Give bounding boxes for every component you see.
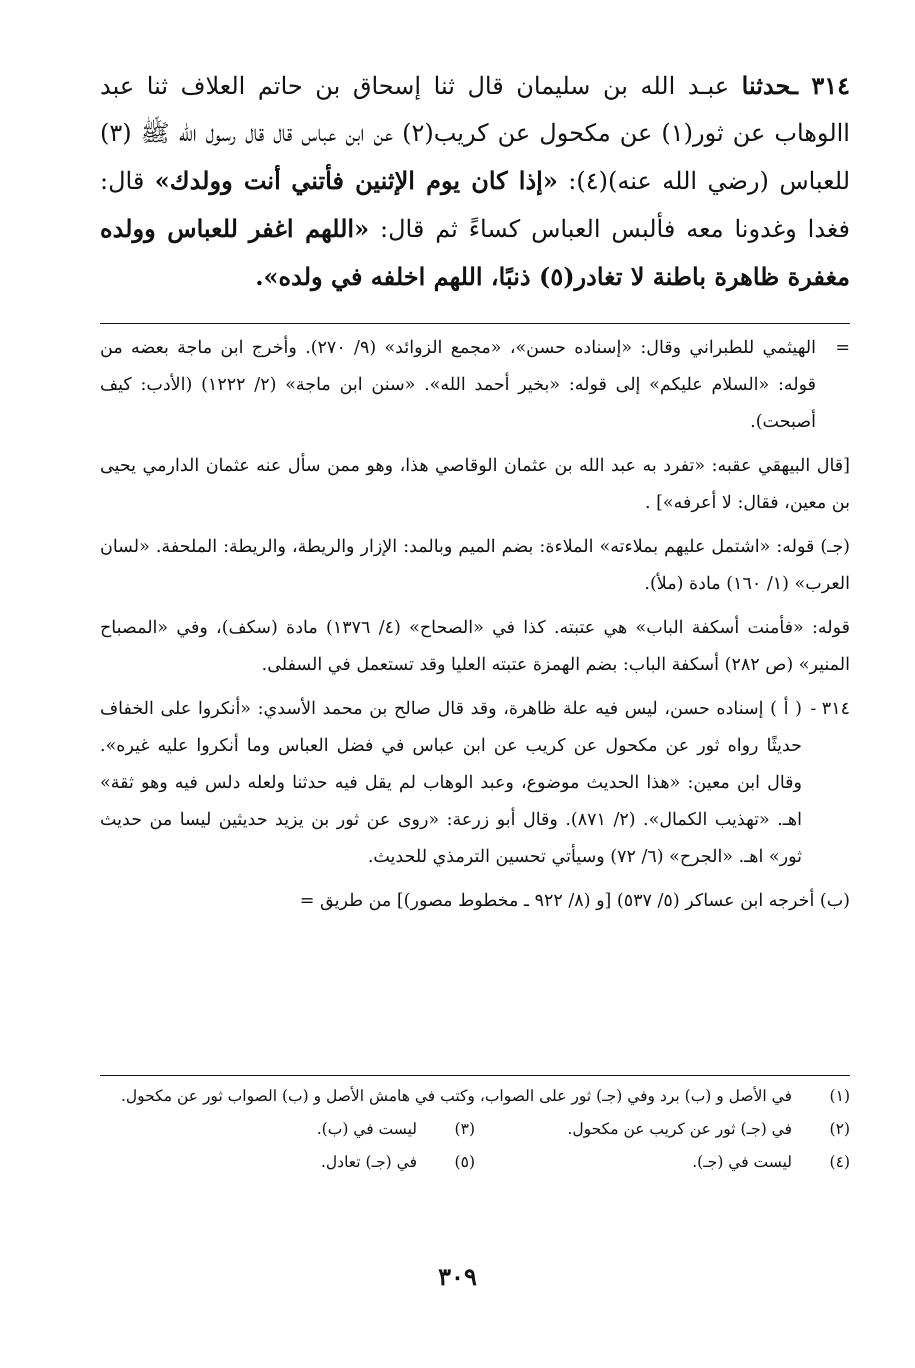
commentary-para-4: قوله: «فأمنت أسكفة الباب» هي عتبته. كذا في «الصحاح» (٤/ ١٣٧٦) مادة (سكف)، وفي «المصباح المنير» (ص ٢٨٢) أسكفة الباب: بضم الهمزة عتبته العليا وقد تستعمل في السفلى. xyxy=(100,618,851,675)
commentary xyxy=(100,330,850,927)
footnote-number: (٣) xyxy=(454,1120,475,1138)
page-number: ٣٠٩ xyxy=(438,1262,477,1291)
hadith-text xyxy=(100,62,850,301)
text-divider xyxy=(100,323,850,324)
hadith-line-2: عبد االوهاب عن ثور(١) عن مكحول عن كريب(٢) عن ابن عباس قال قال xyxy=(100,72,850,147)
footnote xyxy=(100,1146,475,1179)
footnote-number: (١) xyxy=(829,1087,850,1105)
footnote-text: ليست في (ب). xyxy=(316,1120,417,1138)
hadith-line-3a: رسول الله ﷺ (٣) للعباس (رضي الله عنه)(٤): xyxy=(100,119,851,195)
footnote xyxy=(100,1080,850,1113)
footnote-text: في الأصل و (ب) برد وفي (جـ) ثور على الصواب، وكتب في هامش الأصل و (ب) الصواب ثور عن مكحول. xyxy=(120,1087,792,1105)
commentary-para-5 xyxy=(100,691,850,876)
hadith-line-3b: «إذا كان يوم الإثنين فأتني xyxy=(291,166,558,195)
footnote xyxy=(475,1113,850,1146)
hadith-line-5: للعباس وولده مغفرة ظاهرة باطنة لا تغادر(٥) ذنبًا، اللهم اخلفه في ولده». xyxy=(100,214,850,291)
footnote-row xyxy=(100,1113,850,1146)
hadith-line xyxy=(100,62,850,301)
commentary-para-2: [قال البيهقي عقبه: «تفرد به عبد الله بن عثمان الوقاصي هذا، وهو ممن سأل عنه عثمان الدارمي يحيى بن معين، فقال: لا أعرفه»] . xyxy=(100,456,850,513)
footnote-text: ليست في (جـ). xyxy=(692,1153,792,1171)
footnote xyxy=(475,1146,850,1179)
commentary-number: ٣١٤ - xyxy=(810,699,850,719)
footnote xyxy=(100,1113,475,1146)
commentary-para-6: (ب) أخرجه ابن عساكر (٥/ ٥٣٧) [و (٨/ ٩٢٢ ـ مخطوط مصور)] من طريق = xyxy=(299,891,850,911)
footnote-number: (٢) xyxy=(829,1120,850,1138)
footnote-number: (٥) xyxy=(454,1153,475,1171)
hadith-line-1: عبـد الله بن سليمان قال ثنا إسحاق بن حاتم العلاف ثنا xyxy=(146,72,730,100)
footnote-text: في (جـ) ثور عن كريب عن مكحول. xyxy=(567,1120,792,1138)
commentary-para-3: (جـ) قوله: «اشتمل عليهم بملاءته» الملاءة: بضم الميم وبالمد: الإزار والريطة، والريطة: الملحفة. «لسان العرب» (١/ ١٦٠) مادة (ملأ). xyxy=(100,537,850,594)
footnote-divider xyxy=(100,1075,850,1076)
commentary-para-1 xyxy=(100,330,850,441)
continuation-mark: = xyxy=(835,338,850,358)
footnote-row xyxy=(100,1146,850,1179)
hadith-number: ٣١٤ ـ xyxy=(790,71,850,100)
commentary-para-5-text: ( أ ) إسناده حسن، ليس فيه علة ظاهرة، وقد قال صالح بن محمد الأسدي: «أنكروا على الخفاف حديثًا رواه ثور عن مكحول عن كريب عن ابن عباس في فضل العباس وما أنكروا عليه غيره». وقال ابن معين: «هذا الحديث موضوع، وعبد الوهاب لم يقل فيه حدثنا ولعله دلس فيه وهو ثقة» اهـ. «تهذيب الكمال». (٢/ ٨٧١). وقال أبو زرعة: «روى عن ثور بن يزيد حديثين ليسا من حديث ثور» اهـ. «الجرح» (٦/ ٧٢) وسيأتي تحسين الترمذي للحديث. xyxy=(100,699,802,867)
footnotes xyxy=(100,1080,850,1179)
hadith-lead: حدثنا xyxy=(741,71,791,100)
hadith-line-4c: «اللهم اغفر xyxy=(248,214,370,243)
footnote-number: (٤) xyxy=(829,1153,850,1171)
commentary-para-1-text: الهيثمي للطبراني وقال: «إسناده حسن»، «مجمع الزوائد» (٩/ ٢٧٠). وأخرج ابن ماجة بعضه من قوله: «السلام عليكم» إلى قوله: «بخير أحمد الله». «سنن ابن ماجة» (٢/ ١٢٢٢) (الأدب: كيف أصبحت). xyxy=(100,338,817,432)
footnote-text: في (جـ) تعادل. xyxy=(320,1153,417,1171)
hadith-line-4b: قال: فغدا وغدونا معه فألبس العباس كساءً ثم قال: xyxy=(100,167,850,243)
hadith-line-4a: أنت وولدك» xyxy=(154,166,281,195)
